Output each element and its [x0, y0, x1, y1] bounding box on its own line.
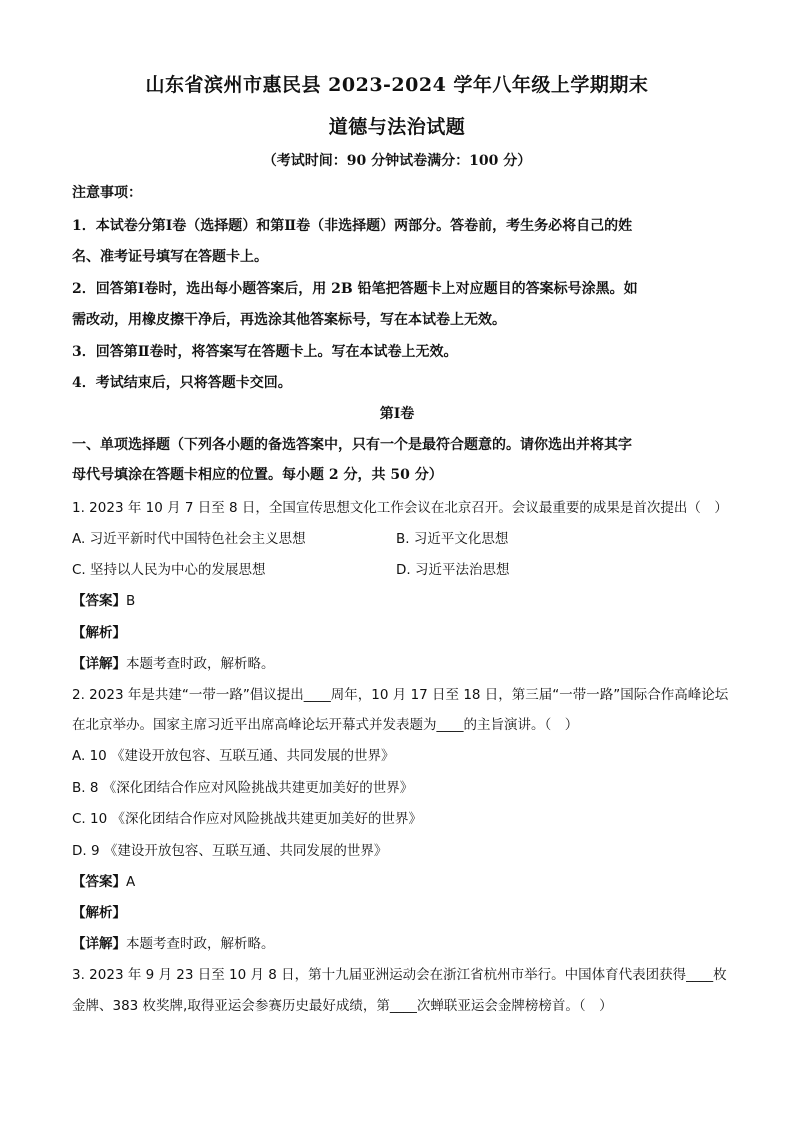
- question-stem: 1. 2023 年 10 月 7 日至 8 日，全国宣传思想文化工作会议在北京召开。会议最重要的成果是首次提出（ ）: [72, 500, 728, 516]
- analysis-line: [72, 621, 732, 641]
- answer-line: [72, 870, 732, 890]
- option-b: B. 习近平文化思想: [396, 531, 509, 547]
- detail-text: 本题考查时政，解析略。: [126, 656, 275, 672]
- detail-tag: 【详解】: [72, 656, 126, 672]
- subject-title: 道德与法治试题: [328, 116, 466, 138]
- answer-value: A: [126, 874, 136, 890]
- answer-tag: 【答案】: [72, 874, 126, 890]
- notice-line: 需改动，用橡皮擦干净后，再选涂其他答案标号，写在本试卷上无效。: [72, 312, 506, 328]
- option-a: A. 习近平新时代中国特色社会主义思想: [72, 531, 306, 547]
- analysis-tag: 【解析】: [72, 625, 126, 641]
- section-heading: 一、单项选择题（下列各小题的备选答案中，只有一个是最符合题意的。请你选出并将其字: [72, 437, 632, 453]
- analysis-tag: 【解析】: [72, 905, 126, 921]
- section-heading: 母代号填涂在答题卡相应的位置。每小题 2 分，共 50 分）: [72, 467, 443, 483]
- notice-line: 4．考试结束后，只将答题卡交回。: [72, 375, 292, 391]
- answer-value: B: [126, 593, 136, 609]
- option-c: C. 10 《深化团结合作应对风险挑战共建更加美好的世界》: [72, 811, 422, 827]
- notice-line: 1．本试卷分第Ⅰ卷（选择题）和第Ⅱ卷（非选择题）两部分。答卷前，考生务必将自己的姓: [72, 218, 633, 234]
- question-stem: 在北京举办。国家主席习近平出席高峰论坛开幕式并发表题为____的主旨演讲。（ ）: [72, 717, 579, 733]
- notice-line: 名、准考证号填写在答题卡上。: [72, 249, 268, 265]
- option-d: D. 习近平法治思想: [396, 562, 510, 578]
- option-a: A. 10 《建设开放包容、互联互通、共同发展的世界》: [72, 748, 395, 764]
- detail-text: 本题考查时政，解析略。: [126, 936, 275, 952]
- option-d: D. 9 《建设开放包容、互联互通、共同发展的世界》: [72, 843, 388, 859]
- detail-tag: 【详解】: [72, 936, 126, 952]
- question-stem: 2. 2023 年是共建“一带一路”倡议提出____周年，10 月 17 日至 18 日，第三届“一带一路”国际合作高峰论坛: [72, 687, 729, 703]
- exam-title: 山东省滨州市惠民县 2023-2024 学年八年级上学期期末: [145, 74, 649, 96]
- question-stem: 3. 2023 年 9 月 23 日至 10 月 8 日，第十九届亚洲运动会在浙江省杭州市举行。中国体育代表团获得____枚: [72, 967, 727, 983]
- analysis-line: [72, 901, 732, 921]
- notice-line: 2．回答第Ⅰ卷时，选出每小题答案后，用 2B 铅笔把答题卡上对应题目的答案标号涂黑。如: [72, 281, 638, 297]
- detail-line: [72, 932, 732, 952]
- notice-line: 3．回答第Ⅱ卷时，将答案写在答题卡上。写在本试卷上无效。: [72, 344, 458, 360]
- option-c: C. 坚持以人民为中心的发展思想: [72, 562, 266, 578]
- part-label: 第Ⅰ卷: [379, 406, 415, 422]
- notice-heading: 注意事项：: [72, 185, 142, 201]
- answer-tag: 【答案】: [72, 593, 126, 609]
- question-stem: 金牌、383 枚奖牌,取得亚运会参赛历史最好成绩，第____次蝉联亚运会金牌榜榜首。（ ）: [72, 998, 613, 1014]
- option-b: B. 8 《深化团结合作应对风险挑战共建更加美好的世界》: [72, 780, 414, 796]
- detail-line: [72, 652, 732, 672]
- exam-info: （考试时间：90 分钟试卷满分：100 分）: [262, 153, 532, 169]
- answer-line: [72, 589, 732, 609]
